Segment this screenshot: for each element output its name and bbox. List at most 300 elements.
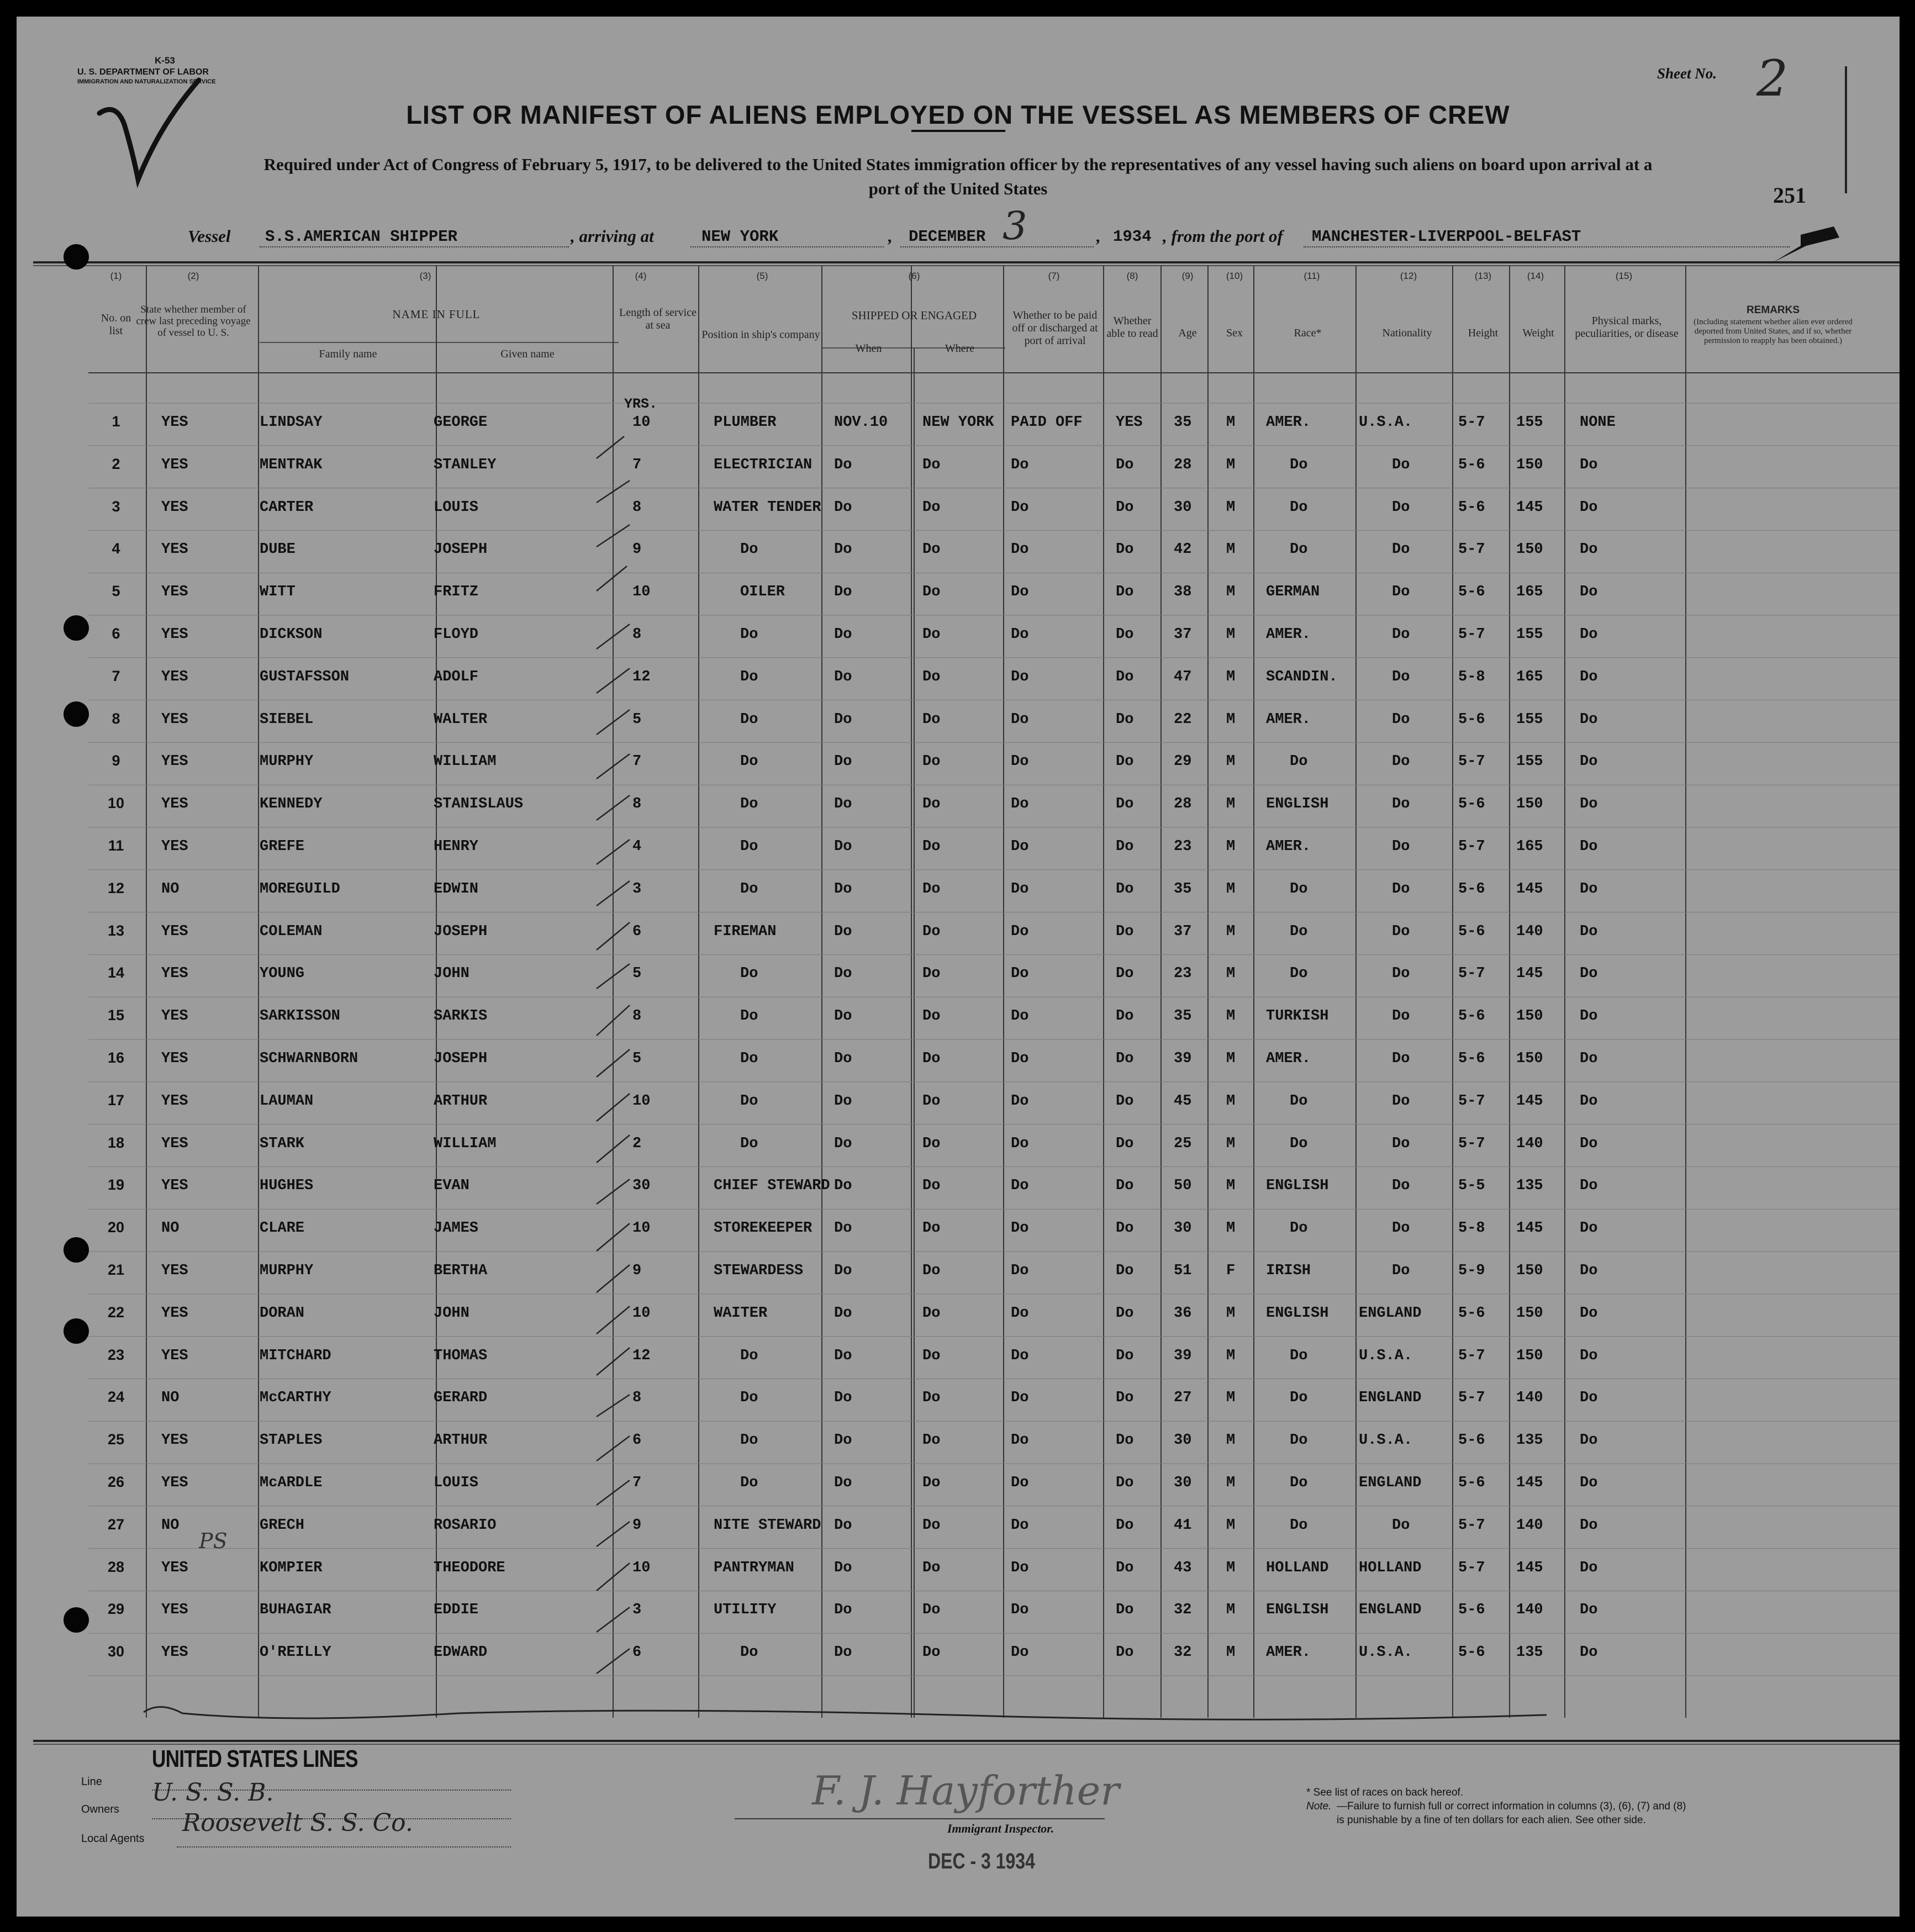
age: 45 bbox=[1174, 1092, 1192, 1110]
height: 5-6 bbox=[1458, 1051, 1485, 1067]
row-number: 24 bbox=[107, 1389, 125, 1406]
physical-marks: NONE bbox=[1580, 414, 1616, 431]
weight: 165 bbox=[1516, 584, 1543, 601]
inspector-label: Immigrant Inspector. bbox=[947, 1822, 1054, 1835]
given-name: ROSARIO bbox=[434, 1517, 497, 1534]
race: Do bbox=[1290, 1475, 1308, 1491]
prev-voyage: YES bbox=[161, 1092, 188, 1110]
service-years: 12 bbox=[632, 1347, 651, 1364]
note-line2: is punishable by a fine of ten dollars for each alien. See other side. bbox=[1337, 1814, 1646, 1826]
shipped-where: Do bbox=[922, 838, 941, 855]
shipped-when: Do bbox=[834, 1390, 852, 1407]
physical-marks: Do bbox=[1580, 1051, 1598, 1067]
given-name: BERTHA bbox=[434, 1263, 488, 1279]
position: Do bbox=[740, 1347, 758, 1364]
sex: M bbox=[1226, 1305, 1236, 1322]
given-name: JOHN bbox=[434, 965, 469, 983]
prev-voyage: YES bbox=[161, 753, 188, 770]
shipped-when: Do bbox=[834, 541, 852, 558]
paid-off: Do bbox=[1011, 584, 1029, 601]
race: AMER. bbox=[1266, 711, 1311, 728]
nationality: Do bbox=[1392, 1178, 1410, 1195]
paid-off: Do bbox=[1011, 1135, 1029, 1152]
shipped-when: Do bbox=[834, 1263, 852, 1279]
vessel-name: S.S.AMERICAN SHIPPER bbox=[265, 228, 458, 246]
physical-marks: Do bbox=[1580, 1475, 1598, 1491]
position: UTILITY bbox=[714, 1602, 777, 1619]
shipped-when: Do bbox=[834, 1135, 852, 1152]
row-number: 18 bbox=[107, 1134, 125, 1151]
colnum-3: (3) bbox=[419, 271, 431, 281]
race: Do bbox=[1290, 1517, 1308, 1534]
inspector-signature: F. J. Hayforther bbox=[812, 1767, 1120, 1814]
weight: 135 bbox=[1516, 1178, 1543, 1195]
arrival-day: 3 bbox=[1003, 203, 1027, 249]
weight: 165 bbox=[1516, 668, 1543, 685]
paid-off: Do bbox=[1011, 1432, 1029, 1449]
age: 47 bbox=[1174, 668, 1192, 685]
height: 5-6 bbox=[1458, 796, 1485, 813]
shipped-when: Do bbox=[834, 880, 852, 898]
shipped-where: Do bbox=[922, 1432, 941, 1449]
able-to-read: Do bbox=[1116, 541, 1134, 558]
race: AMER. bbox=[1266, 1051, 1311, 1067]
prev-voyage: YES bbox=[161, 965, 188, 983]
sex: M bbox=[1226, 1517, 1236, 1534]
note-label: Note. bbox=[1306, 1801, 1332, 1812]
shipped-when: Do bbox=[834, 838, 852, 855]
given-name: FLOYD bbox=[434, 626, 479, 643]
family-name: STAPLES bbox=[260, 1432, 323, 1449]
colnum-14: (14) bbox=[1527, 271, 1544, 281]
shipped-when: Do bbox=[834, 1475, 852, 1491]
race: Do bbox=[1290, 1220, 1308, 1237]
height: 5-7 bbox=[1458, 414, 1485, 431]
col-header-where: Where bbox=[945, 342, 975, 355]
paid-off: Do bbox=[1011, 1305, 1029, 1322]
able-to-read: Do bbox=[1116, 1008, 1134, 1025]
prev-voyage: NO bbox=[161, 1220, 180, 1237]
service-years: 5 bbox=[632, 1051, 642, 1067]
nationality: Do bbox=[1392, 1092, 1410, 1110]
height: 5-7 bbox=[1458, 1135, 1485, 1152]
owners-value: U. S. S. B. bbox=[152, 1778, 274, 1807]
row-number: 30 bbox=[107, 1643, 125, 1660]
row-number: 12 bbox=[107, 879, 125, 896]
position: Do bbox=[740, 711, 758, 728]
punch-hole bbox=[64, 244, 89, 270]
weight: 145 bbox=[1516, 965, 1543, 983]
line-label: Line bbox=[81, 1776, 102, 1788]
family-name: SARKISSON bbox=[260, 1008, 340, 1025]
shipped-when: Do bbox=[834, 1602, 852, 1619]
prev-voyage: NO bbox=[161, 1390, 180, 1407]
shipped-when: Do bbox=[834, 1178, 852, 1195]
service-years: 4 bbox=[632, 838, 642, 855]
age: 30 bbox=[1174, 499, 1192, 516]
race: Do bbox=[1290, 1347, 1308, 1364]
position: Do bbox=[740, 1135, 758, 1152]
sex: M bbox=[1226, 1347, 1236, 1364]
weight: 145 bbox=[1516, 1475, 1543, 1491]
owners-label: Owners bbox=[81, 1803, 119, 1815]
prev-voyage: YES bbox=[161, 541, 188, 558]
form-title: LIST OR MANIFEST OF ALIENS EMPLOYED ON THE VESSEL AS MEMBERS OF CREW bbox=[406, 100, 1510, 129]
able-to-read: Do bbox=[1116, 838, 1134, 855]
arrival-month: DECEMBER bbox=[909, 228, 986, 246]
colnum-8: (8) bbox=[1126, 271, 1138, 281]
punch-hole bbox=[64, 1237, 89, 1263]
age: 30 bbox=[1174, 1432, 1192, 1449]
sheet-label: Sheet No. bbox=[1657, 65, 1717, 82]
paid-off: Do bbox=[1011, 499, 1029, 516]
sex: M bbox=[1226, 499, 1236, 516]
height: 5-6 bbox=[1458, 923, 1485, 940]
sex: M bbox=[1226, 1135, 1236, 1152]
sex: M bbox=[1226, 541, 1236, 558]
sex: M bbox=[1226, 753, 1236, 770]
able-to-read: Do bbox=[1116, 626, 1134, 643]
paid-off: Do bbox=[1011, 711, 1029, 728]
race: Do bbox=[1290, 541, 1308, 558]
colnum-11: (11) bbox=[1304, 271, 1320, 281]
shipped-when: Do bbox=[834, 1347, 852, 1364]
given-name: THEODORE bbox=[434, 1559, 505, 1576]
weight: 155 bbox=[1516, 753, 1543, 770]
position: Do bbox=[740, 1432, 758, 1449]
age: 28 bbox=[1174, 456, 1192, 473]
given-name: WILLIAM bbox=[434, 753, 497, 770]
nationality: Do bbox=[1392, 1220, 1410, 1237]
service-years: 8 bbox=[632, 1008, 642, 1025]
sex: M bbox=[1226, 1220, 1236, 1237]
family-name: KOMPIER bbox=[260, 1559, 323, 1576]
form-code: K-53 bbox=[155, 55, 175, 66]
given-name: ADOLF bbox=[434, 668, 479, 685]
shipped-when: Do bbox=[834, 1432, 852, 1449]
physical-marks: Do bbox=[1580, 1220, 1598, 1237]
nationality: Do bbox=[1392, 668, 1410, 685]
physical-marks: Do bbox=[1580, 753, 1598, 770]
weight: 150 bbox=[1516, 1263, 1543, 1279]
height: 5-6 bbox=[1458, 1008, 1485, 1025]
colnum-5: (5) bbox=[756, 271, 768, 281]
given-name: JOSEPH bbox=[434, 1051, 488, 1067]
sex: M bbox=[1226, 880, 1236, 898]
position: PLUMBER bbox=[714, 414, 777, 431]
row-number: 22 bbox=[107, 1303, 125, 1321]
family-name: CARTER bbox=[260, 499, 314, 516]
service-years: 5 bbox=[632, 711, 642, 728]
weight: 150 bbox=[1516, 456, 1543, 473]
nationality: Do bbox=[1392, 965, 1410, 983]
position: Do bbox=[740, 880, 758, 898]
service-years: 10 bbox=[632, 1559, 651, 1576]
physical-marks: Do bbox=[1580, 456, 1598, 473]
nationality: ENGLAND bbox=[1359, 1305, 1422, 1322]
prev-voyage: YES bbox=[161, 1475, 188, 1491]
physical-marks: Do bbox=[1580, 626, 1598, 643]
service-years: 10 bbox=[632, 1092, 651, 1110]
shipped-where: Do bbox=[922, 1178, 941, 1195]
height: 5-7 bbox=[1458, 1390, 1485, 1407]
weight: 155 bbox=[1516, 626, 1543, 643]
race: HOLLAND bbox=[1266, 1559, 1329, 1576]
sex: M bbox=[1226, 796, 1236, 813]
service-years: 8 bbox=[632, 499, 642, 516]
row-number: 10 bbox=[107, 795, 125, 812]
prev-voyage: NO bbox=[161, 1517, 180, 1534]
paid-off: Do bbox=[1011, 1602, 1029, 1619]
line-value: UNITED STATES LINES bbox=[152, 1745, 358, 1772]
nationality: Do bbox=[1392, 1135, 1410, 1152]
service-years: 6 bbox=[632, 923, 642, 940]
col-header-paid-off: Whether to be paid off or discharged at port of arrival bbox=[1012, 309, 1098, 347]
race: Do bbox=[1290, 1390, 1308, 1407]
row-number: 20 bbox=[107, 1219, 125, 1236]
able-to-read: Do bbox=[1116, 499, 1134, 516]
paid-off: Do bbox=[1011, 1559, 1029, 1576]
weight: 165 bbox=[1516, 838, 1543, 855]
row-number: 8 bbox=[112, 710, 120, 727]
age: 35 bbox=[1174, 1008, 1192, 1025]
sex: M bbox=[1226, 1051, 1236, 1067]
race: IRISH bbox=[1266, 1263, 1311, 1279]
paid-off: Do bbox=[1011, 1475, 1029, 1491]
shipped-where: Do bbox=[922, 1008, 941, 1025]
service-years: 8 bbox=[632, 626, 642, 643]
page-number: 251 bbox=[1773, 183, 1806, 208]
paid-off: PAID OFF bbox=[1011, 414, 1083, 431]
age: 37 bbox=[1174, 626, 1192, 643]
position: Do bbox=[740, 668, 758, 685]
prev-voyage: YES bbox=[161, 456, 188, 473]
paid-off: Do bbox=[1011, 541, 1029, 558]
shipped-where: Do bbox=[922, 1263, 941, 1279]
sex: M bbox=[1226, 1092, 1236, 1110]
nationality: Do bbox=[1392, 499, 1410, 516]
colnum-7: (7) bbox=[1048, 271, 1060, 281]
given-name: STANISLAUS bbox=[434, 796, 524, 813]
given-name: EDWIN bbox=[434, 880, 479, 898]
manifest-sheet: K-53 U. S. DEPARTMENT OF LABOR IMMIGRATION AND NATURALIZATION SERVICE LIST OR MANIFEST OF ALIENS EMPLOYED ON THE VESSEL AS MEMBERS OF CREW Required under Act of Congress of February 5, 1917, to be delivered to the United States immigration officer by the representatives of any vessel having such aliens on board upon arrival at a port of the United States Sheet No. 2 251 Vessel S.S.AMERICAN SHIPPER , arriving at NEW YORK , DECEMBER 3 , 1934 , from the port of MANCHESTER-LIVERPOOL-BELFAST (1) (2) (3) (4) (5) (6) (7) (8) (9) (10) (11) (12) (13) (14) (15) No. on list State whether member of crew last preceding voyage of vessel to U. S. NAME IN FULL Family name Given name Length of service at sea Position in ship's company SHIPPED OR ENGAGED When Where Whether to be paid off or discharged at port of arrival Whether able to read Age Sex Race* Nationality Height Weight Physical marks, peculiarities, or disease REMARKS (Including statement whether alien ever ordered deported from United States, and if so, whether permission to reapply has been obtained.) YRS. 1 YES LINDSAY GEORGE 10 PLUMBER NOV.10 NEW YORK PAID OFF YES 35 M AMER. U.S.A. 5-7 155 NONE 2 YES MENTRAK STANLEY 7 ELECTRICIAN Do Do Do Do 28 M Do Do 5-6 150 Do 3 YES CARTER LOUIS 8 WATER TENDER Do Do Do Do 30 M Do Do 5-6 145 Do 4 YES DUBE JOSEPH 9 Do Do Do Do Do 42 M Do Do 5-7 150 Do 5 YES WITT FRITZ 10 OILER Do Do Do Do 38 M GERMAN Do 5-6 165 Do 6 YES DICKSON FLOYD 8 Do Do Do Do Do 37 M AMER. Do 5-7 155 Do 7 YES GUSTAFSSON ADOLF 12 Do Do Do Do Do 47 M SCANDIN. Do 5-8 165 Do 8 YES SIEBEL WALTER 5 Do Do Do Do Do 22 M AMER. Do 5-6 155 Do 9 YES MURPHY WILLIAM 7 Do Do Do Do Do 29 M Do Do 5-7 155 Do 10 YES KENNEDY STANISLAUS 8 Do Do Do Do Do 28 M ENGLISH Do 5-6 150 Do 11 YES GREFE HENRY 4 Do Do Do Do Do 23 M AMER. Do 5-7 165 Do 12 NO MOREGUILD EDWIN 3 Do Do Do Do Do 35 M Do Do 5-6 145 Do 13 YES COLEMAN JOSEPH 6 FIREMAN Do Do Do Do 37 M Do Do 5-6 140 Do 14 YES YOUNG JOHN 5 Do Do Do Do Do 23 M Do Do 5-7 145 Do 15 YES SARKISSON SARKIS 8 Do Do Do Do Do 35 M TURKISH Do 5-6 150 Do 16 YES SCHWARNBORN JOSEPH 5 Do Do Do Do Do 39 M AMER. Do 5-6 150 Do 17 YES LAUMAN ARTHUR 10 Do Do Do Do Do 45 M Do Do 5-7 145 Do 18 YES STARK WILLIAM 2 Do Do Do Do Do 25 M Do Do 5-7 140 Do 19 YES HUGHES EVAN 30 CHIEF STEWARD Do Do Do Do 50 M ENGLISH Do 5-5 135 Do 20 NO CLARE JAMES 10 STOREKEEPER Do Do Do Do 30 M Do Do 5-8 145 Do 21 YES MURPHY BERTHA 9 STEWARDESS Do Do Do Do 51 F IRISH Do 5-9 150 Do 22 YES DORAN JOHN 10 WAITER Do Do Do Do 36 M ENGLISH ENGLAND 5-6 150 Do 23 YES MITCHARD THOMAS 12 Do Do Do Do Do 39 M Do U.S.A. 5-7 150 Do 24 NO McCARTHY GERARD 8 Do Do Do Do Do 27 M Do ENGLAND 5-7 140 Do 25 YES STAPLES ARTHUR 6 Do Do Do Do Do 30 M Do U.S.A. 5-6 135 Do 26 YES McARDLE LOUIS 7 Do Do Do Do Do 30 M Do ENGLAND 5-6 145 Do 27 NO GRECH ROSARIO 9 NITE STEWARD Do Do Do Do 41 M Do Do 5-7 140 Do 28 YES KOMPIER THEODORE 10 PANTRYMAN Do Do Do Do 43 M HOLLAND HOLLAND 5-7 145 Do 29 YES BUHAGIAR EDDIE 3 UTILITY Do Do Do Do 32 M ENGLISH ENGLAND 5-6 140 Do 30 YES O'REILLY EDWARD 6 Do Do Do Do Do 32 M AMER. U.S.A. 5-6 135 Do PS UNITED STATES LINES Line Owners U. S. S. B. Local Agents Roosevelt S. S. Co. F. J. Hayforther Immigrant Inspector. DEC - 3 1934 * See list of races on back hereof. Note. —Failure to furnish full or correct information in columns (3), (6), (7) and (8) is punishable by a fine of ten dollars for each alien. See other side. bbox=[17, 17, 1900, 1917]
shipped-where: Do bbox=[922, 923, 941, 940]
nationality: HOLLAND bbox=[1359, 1559, 1422, 1576]
able-to-read: Do bbox=[1116, 796, 1134, 813]
agency-line1: U. S. DEPARTMENT OF LABOR bbox=[77, 67, 209, 77]
service-years: 12 bbox=[632, 668, 651, 685]
paid-off: Do bbox=[1011, 1051, 1029, 1067]
family-name: DORAN bbox=[260, 1305, 305, 1322]
shipped-where: Do bbox=[922, 1475, 941, 1491]
row-number: 19 bbox=[107, 1176, 125, 1194]
able-to-read: Do bbox=[1116, 1644, 1134, 1661]
shipped-when: Do bbox=[834, 1517, 852, 1534]
row-number: 14 bbox=[107, 964, 125, 981]
nationality: Do bbox=[1392, 753, 1410, 770]
paid-off: Do bbox=[1011, 1517, 1029, 1534]
race: ENGLISH bbox=[1266, 1602, 1329, 1619]
height: 5-7 bbox=[1458, 838, 1485, 855]
col-header-sex: Sex bbox=[1226, 327, 1243, 339]
age: 39 bbox=[1174, 1051, 1192, 1067]
family-name: STARK bbox=[260, 1135, 305, 1152]
shipped-where: Do bbox=[922, 1135, 941, 1152]
position: OILER bbox=[740, 584, 785, 601]
prev-voyage: YES bbox=[161, 1305, 188, 1322]
race: ENGLISH bbox=[1266, 1305, 1329, 1322]
position: STEWARDESS bbox=[714, 1263, 804, 1279]
position: Do bbox=[740, 1051, 758, 1067]
position: Do bbox=[740, 838, 758, 855]
given-name: JOSEPH bbox=[434, 923, 488, 940]
nationality: Do bbox=[1392, 541, 1410, 558]
nationality: U.S.A. bbox=[1359, 1644, 1413, 1661]
sex: M bbox=[1226, 838, 1236, 855]
shipped-where: Do bbox=[922, 965, 941, 983]
weight: 140 bbox=[1516, 923, 1543, 940]
colnum-9: (9) bbox=[1181, 271, 1194, 281]
prev-voyage: YES bbox=[161, 1008, 188, 1025]
arrival-year: 1934 bbox=[1113, 228, 1152, 246]
col-header-remarks-note: (Including statement whether alien ever ordered deported from United States, and if so, whether permission to reapply has been obtained.) bbox=[1694, 318, 1853, 345]
race: AMER. bbox=[1266, 414, 1311, 431]
able-to-read: Do bbox=[1116, 1347, 1134, 1364]
paid-off: Do bbox=[1011, 838, 1029, 855]
service-years: 3 bbox=[632, 880, 642, 898]
given-name: ARTHUR bbox=[434, 1432, 488, 1449]
sex: M bbox=[1226, 965, 1236, 983]
nationality: Do bbox=[1392, 796, 1410, 813]
height: 5-6 bbox=[1458, 1432, 1485, 1449]
service-years: 8 bbox=[632, 1390, 642, 1407]
age: 51 bbox=[1174, 1263, 1192, 1279]
physical-marks: Do bbox=[1580, 923, 1598, 940]
shipped-where: Do bbox=[922, 1559, 941, 1576]
physical-marks: Do bbox=[1580, 1008, 1598, 1025]
age: 23 bbox=[1174, 838, 1192, 855]
height: 5-5 bbox=[1458, 1178, 1485, 1195]
physical-marks: Do bbox=[1580, 1559, 1598, 1576]
height: 5-8 bbox=[1458, 668, 1485, 685]
col-header-height: Height bbox=[1468, 327, 1499, 339]
row27-initials: PS bbox=[199, 1529, 228, 1553]
paid-off: Do bbox=[1011, 880, 1029, 898]
weight: 150 bbox=[1516, 1051, 1543, 1067]
able-to-read: YES bbox=[1116, 414, 1143, 431]
nationality: ENGLAND bbox=[1359, 1602, 1422, 1619]
position: STOREKEEPER bbox=[714, 1220, 813, 1237]
position: Do bbox=[740, 1390, 758, 1407]
shipped-where: Do bbox=[922, 1517, 941, 1534]
prev-voyage: YES bbox=[161, 414, 188, 431]
position: Do bbox=[740, 1475, 758, 1491]
row-number: 6 bbox=[112, 625, 120, 642]
age: 43 bbox=[1174, 1559, 1192, 1576]
row-number: 23 bbox=[107, 1346, 125, 1363]
height: 5-7 bbox=[1458, 1517, 1485, 1534]
family-name: YOUNG bbox=[260, 965, 305, 983]
shipped-when: Do bbox=[834, 1008, 852, 1025]
nationality: Do bbox=[1392, 1008, 1410, 1025]
able-to-read: Do bbox=[1116, 1051, 1134, 1067]
race: Do bbox=[1290, 965, 1308, 983]
family-name: BUHAGIAR bbox=[260, 1602, 331, 1619]
height: 5-7 bbox=[1458, 965, 1485, 983]
prev-voyage: YES bbox=[161, 499, 188, 516]
agents-value: Roosevelt S. S. Co. bbox=[182, 1809, 413, 1837]
row-number: 16 bbox=[107, 1049, 125, 1066]
shipped-when: Do bbox=[834, 965, 852, 983]
weight: 150 bbox=[1516, 1008, 1543, 1025]
age: 27 bbox=[1174, 1390, 1192, 1407]
shipped-when: Do bbox=[834, 626, 852, 643]
prev-voyage: YES bbox=[161, 584, 188, 601]
nationality: Do bbox=[1392, 1263, 1410, 1279]
age: 22 bbox=[1174, 711, 1192, 728]
race: Do bbox=[1290, 1092, 1308, 1110]
able-to-read: Do bbox=[1116, 1517, 1134, 1534]
shipped-when: Do bbox=[834, 584, 852, 601]
row-number: 3 bbox=[112, 498, 120, 515]
age: 30 bbox=[1174, 1475, 1192, 1491]
prev-voyage: YES bbox=[161, 1051, 188, 1067]
race: Do bbox=[1290, 753, 1308, 770]
shipped-when: Do bbox=[834, 796, 852, 813]
race: AMER. bbox=[1266, 1644, 1311, 1661]
given-name: WILLIAM bbox=[434, 1135, 497, 1152]
weight: 140 bbox=[1516, 1135, 1543, 1152]
able-to-read: Do bbox=[1116, 1135, 1134, 1152]
paid-off: Do bbox=[1011, 753, 1029, 770]
height: 5-6 bbox=[1458, 499, 1485, 516]
physical-marks: Do bbox=[1580, 796, 1598, 813]
family-name: CLARE bbox=[260, 1220, 305, 1237]
shipped-where: Do bbox=[922, 796, 941, 813]
height: 5-6 bbox=[1458, 1305, 1485, 1322]
physical-marks: Do bbox=[1580, 584, 1598, 601]
row-number: 28 bbox=[107, 1558, 125, 1575]
prev-voyage: YES bbox=[161, 1432, 188, 1449]
colnum-12: (12) bbox=[1400, 271, 1417, 281]
service-years: 7 bbox=[632, 753, 642, 770]
shipped-where: Do bbox=[922, 456, 941, 473]
shipped-when: Do bbox=[834, 753, 852, 770]
family-name: WITT bbox=[260, 584, 296, 601]
prev-voyage: YES bbox=[161, 1644, 188, 1661]
height: 5-7 bbox=[1458, 1347, 1485, 1364]
service-years: 6 bbox=[632, 1432, 642, 1449]
position: Do bbox=[740, 541, 758, 558]
family-name: GUSTAFSSON bbox=[260, 668, 350, 685]
col-header-weight: Weight bbox=[1522, 327, 1554, 339]
age: 50 bbox=[1174, 1178, 1192, 1195]
given-name: JAMES bbox=[434, 1220, 479, 1237]
weight: 145 bbox=[1516, 1092, 1543, 1110]
weight: 150 bbox=[1516, 796, 1543, 813]
race: Do bbox=[1290, 456, 1308, 473]
position: CHIEF STEWARD bbox=[714, 1178, 830, 1195]
col-header-able-to-read: Whether able to read bbox=[1106, 315, 1158, 340]
position: Do bbox=[740, 796, 758, 813]
subtitle-line1: Required under Act of Congress of February 5, 1917, to be delivered to the United States immigration officer by the representatives of any vessel having such aliens on board upon arrival at a bbox=[263, 155, 1653, 174]
prev-voyage: YES bbox=[161, 711, 188, 728]
row-number: 17 bbox=[107, 1091, 125, 1108]
shipped-where: Do bbox=[922, 1347, 941, 1364]
position: WAITER bbox=[714, 1305, 768, 1322]
prev-voyage: YES bbox=[161, 796, 188, 813]
family-name: LINDSAY bbox=[260, 414, 323, 431]
